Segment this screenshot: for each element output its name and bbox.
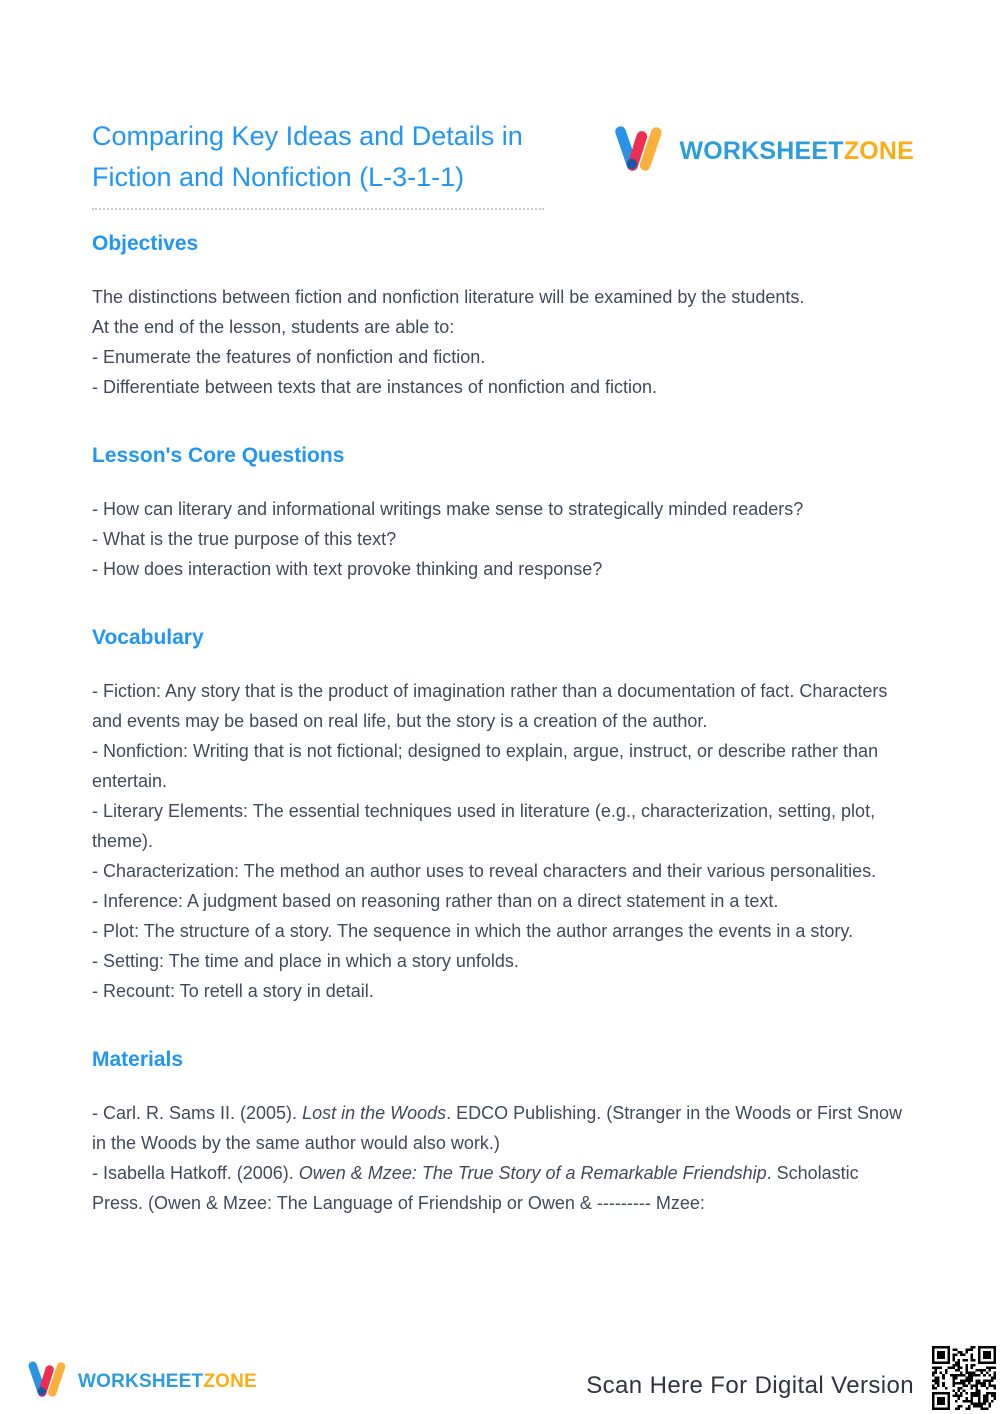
worksheetzone-w-icon bbox=[22, 1358, 68, 1406]
footer-worksheetzone-logo bbox=[22, 1358, 257, 1406]
vocabulary-item: - Plot: The structure of a story. The sequence in which the author arranges the events in a story. bbox=[92, 921, 854, 941]
objectives-item: - Differentiate between texts that are instances of nonfiction and fiction. bbox=[92, 377, 657, 397]
core-question-item: - What is the true purpose of this text? bbox=[92, 529, 397, 549]
core-questions-heading: Lesson's Core Questions bbox=[92, 444, 345, 467]
worksheetzone-w-icon bbox=[607, 122, 665, 181]
materials-heading: Materials bbox=[92, 1048, 184, 1071]
scan-here-label: Scan Here For Digital Version bbox=[586, 1372, 914, 1399]
objectives-heading: Objectives bbox=[92, 232, 199, 255]
page-title-line1: Comparing Key Ideas and Details in bbox=[92, 121, 523, 151]
core-question-item: - How can literary and informational writings make sense to strategically minded readers? bbox=[92, 499, 804, 519]
objectives-intro-line1: The distinctions between fiction and nonfiction literature will be examined by the students. bbox=[92, 287, 805, 307]
material-item bbox=[92, 1098, 914, 1158]
vocabulary-item: - Fiction: Any story that is the product of imagination rather than a documentation of fact. Characters and events may be based on real life, but the story is a creation of the author. bbox=[92, 681, 888, 731]
worksheetzone-logo bbox=[607, 122, 914, 181]
core-question-item: - How does interaction with text provoke thinking and response? bbox=[92, 559, 603, 579]
vocabulary-item: - Recount: To retell a story in detail. bbox=[92, 981, 374, 1001]
vocabulary-item: - Nonfiction: Writing that is not fictional; designed to explain, argue, instruct, or describe rather than entertain. bbox=[92, 741, 879, 791]
material-citation-suffix: . EDCO Publishing. (Stranger in the Woods or First Snow in the Woods by the same author would also work.) bbox=[92, 1103, 903, 1153]
qr-code bbox=[930, 1344, 998, 1412]
brand-name-worksheet: WORKSHEET bbox=[679, 137, 844, 165]
material-citation-prefix: - Isabella Hatkoff. (2006). bbox=[92, 1163, 299, 1183]
material-item bbox=[92, 1158, 914, 1218]
material-citation-suffix: . Scholastic Press. (Owen & Mzee: The Language of Friendship or Owen & --------- Mzee: bbox=[92, 1163, 859, 1213]
page-title bbox=[92, 116, 544, 210]
vocabulary-item: - Setting: The time and place in which a story unfolds. bbox=[92, 951, 519, 971]
footer-worksheetzone-wordmark bbox=[78, 1371, 257, 1393]
vocabulary-item: - Inference: A judgment based on reasoning rather than on a direct statement in a text. bbox=[92, 891, 779, 911]
book-title: Lost in the Woods bbox=[302, 1103, 447, 1123]
page-content bbox=[92, 0, 914, 1218]
brand-name-zone: ZONE bbox=[843, 137, 914, 165]
brand-name-worksheet: WORKSHEET bbox=[78, 1371, 204, 1392]
book-title: Owen & Mzee: The True Story of a Remarkable Friendship bbox=[298, 1163, 767, 1183]
page-title-line2: Fiction and Nonfiction (L-3-1-1) bbox=[92, 162, 465, 192]
brand-name-zone: ZONE bbox=[203, 1371, 257, 1392]
objectives-intro-line2: At the end of the lesson, students are able to: bbox=[92, 317, 455, 337]
vocabulary-item: - Literary Elements: The essential techniques used in literature (e.g., characterization, setting, plot, theme). bbox=[92, 801, 876, 851]
material-citation-prefix: - Carl. R. Sams II. (2005). bbox=[92, 1103, 303, 1123]
qr-code-svg bbox=[932, 1346, 996, 1410]
vocabulary-item: - Characterization: The method an author uses to reveal characters and their various personalities. bbox=[92, 861, 877, 881]
worksheetzone-wordmark bbox=[679, 137, 914, 166]
vocabulary-heading: Vocabulary bbox=[92, 626, 204, 649]
objectives-item: - Enumerate the features of nonfiction and fiction. bbox=[92, 347, 486, 367]
page-footer bbox=[0, 1324, 1000, 1414]
page-header bbox=[92, 0, 914, 210]
